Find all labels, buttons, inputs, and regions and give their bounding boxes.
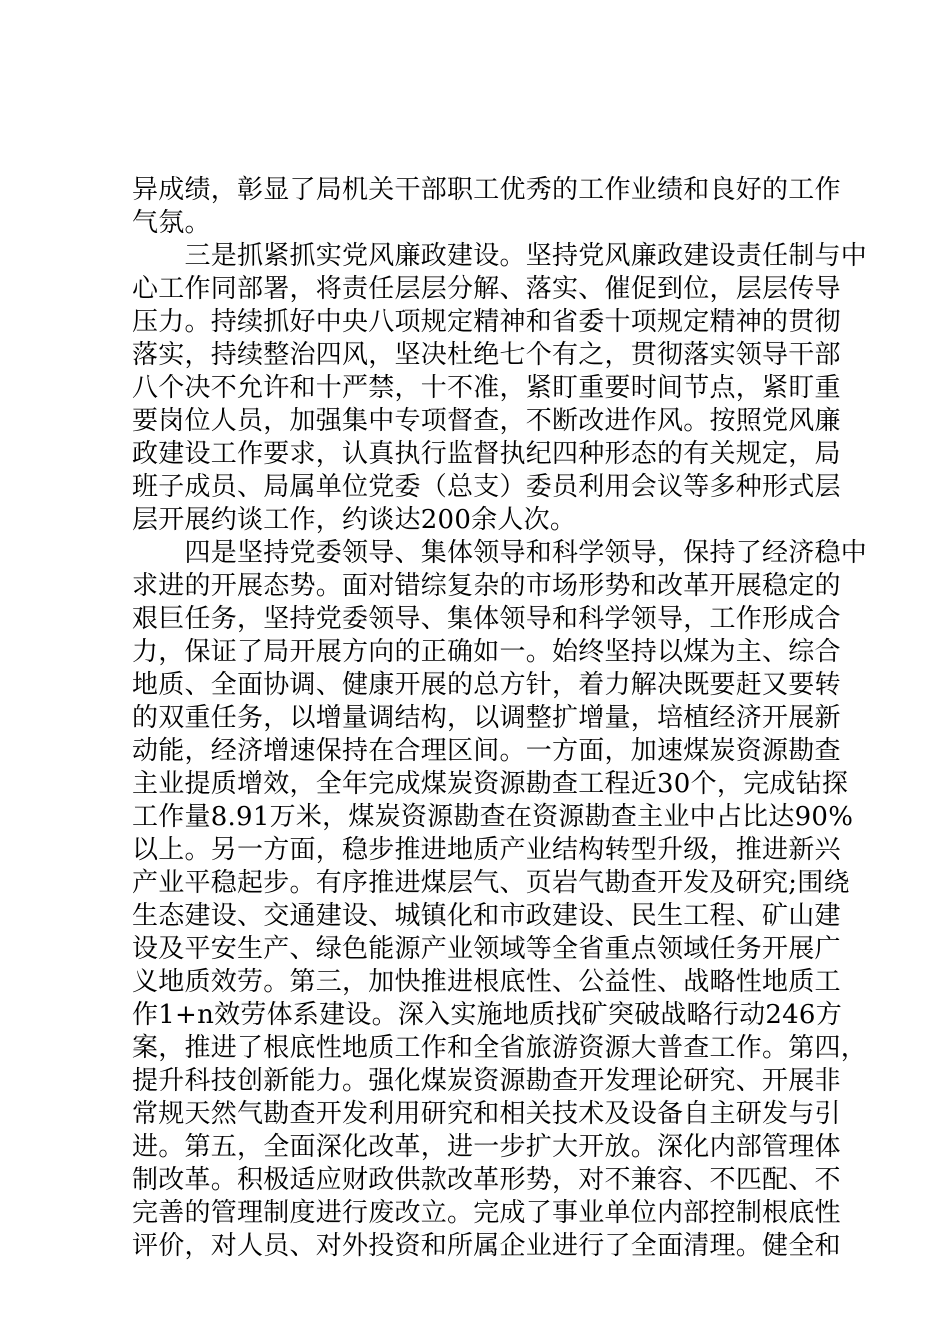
text-line: 落实，持续整治四风，坚决杜绝七个有之，贯彻落实领导干部 — [132, 340, 841, 370]
text-line: 心工作同部署，将责任层层分解、落实、催促到位，层层传导 — [132, 274, 841, 304]
text-line: 评价，对人员、对外投资和所属企业进行了全面清理。健全和 — [132, 1231, 841, 1261]
text-line: 义地质效劳。第三，加快推进根底性、公益性、战略性地质工 — [132, 967, 841, 997]
text-line: 异成绩，彰显了局机关干部职工优秀的工作业绩和良好的工作 — [132, 175, 841, 205]
text-line: 工作量8.91万米，煤炭资源勘查在资源勘查主业中占比达90% — [132, 802, 854, 832]
text-line: 产业平稳起步。有序推进煤层气、页岩气勘查开发及研究;围绕 — [132, 868, 850, 898]
text-line: 层开展约谈工作，约谈达200余人次。 — [132, 505, 577, 535]
text-line: 的双重任务，以增量调结构，以调整扩增量，培植经济开展新 — [132, 703, 841, 733]
text-line: 艰巨任务，坚持党委领导、集体领导和科学领导，工作形成合 — [132, 604, 841, 634]
text-line: 四是坚持党委领导、集体领导和科学领导，保持了经济稳中 — [132, 538, 868, 568]
text-line: 设及平安生产、绿色能源产业领域等全省重点领域任务开展广 — [132, 934, 841, 964]
text-line: 求进的开展态势。面对错综复杂的市场形势和改革开展稳定的 — [132, 571, 841, 601]
text-line: 地质、全面协调、健康开展的总方针，着力解决既要赶又要转 — [132, 670, 841, 700]
text-line: 政建设工作要求，认真执行监督执纪四种形态的有关规定，局 — [132, 439, 841, 469]
text-line: 动能，经济增速保持在合理区间。一方面，加速煤炭资源勘查 — [132, 736, 841, 766]
text-line: 生态建设、交通建设、城镇化和市政建设、民生工程、矿山建 — [132, 901, 841, 931]
text-line: 进。第五，全面深化改革，进一步扩大开放。深化内部管理体 — [132, 1132, 841, 1162]
text-line: 班子成员、局属单位党委（总支）委员利用会议等多种形式层 — [132, 472, 841, 502]
text-line: 八个决不允许和十严禁，十不准，紧盯重要时间节点，紧盯重 — [132, 373, 841, 403]
text-line: 压力。持续抓好中央八项规定精神和省委十项规定精神的贯彻 — [132, 307, 841, 337]
text-line: 作1+n效劳体系建设。深入实施地质找矿突破战略行动246方 — [132, 1000, 842, 1030]
text-line: 案，推进了根底性地质工作和全省旅游资源大普查工作。第四， — [132, 1033, 868, 1063]
text-line: 力，保证了局开展方向的正确如一。始终坚持以煤为主、综合 — [132, 637, 841, 667]
text-line: 主业提质增效，全年完成煤炭资源勘查工程近30个，完成钻探 — [132, 769, 849, 799]
text-line: 制改革。积极适应财政供款改革形势，对不兼容、不匹配、不 — [132, 1165, 841, 1195]
text-line: 气氛。 — [132, 208, 211, 238]
text-line: 以上。另一方面，稳步推进地质产业结构转型升级，推进新兴 — [132, 835, 841, 865]
text-line: 要岗位人员，加强集中专项督查，不断改进作风。按照党风廉 — [132, 406, 841, 436]
text-line: 三是抓紧抓实党风廉政建设。坚持党风廉政建设责任制与中 — [132, 241, 868, 271]
text-line: 完善的管理制度进行废改立。完成了事业单位内部控制根底性 — [132, 1198, 841, 1228]
text-line: 常规天然气勘查开发利用研究和相关技术及设备自主研发与引 — [132, 1099, 841, 1129]
text-line: 提升科技创新能力。强化煤炭资源勘查开发理论研究、开展非 — [132, 1066, 841, 1096]
